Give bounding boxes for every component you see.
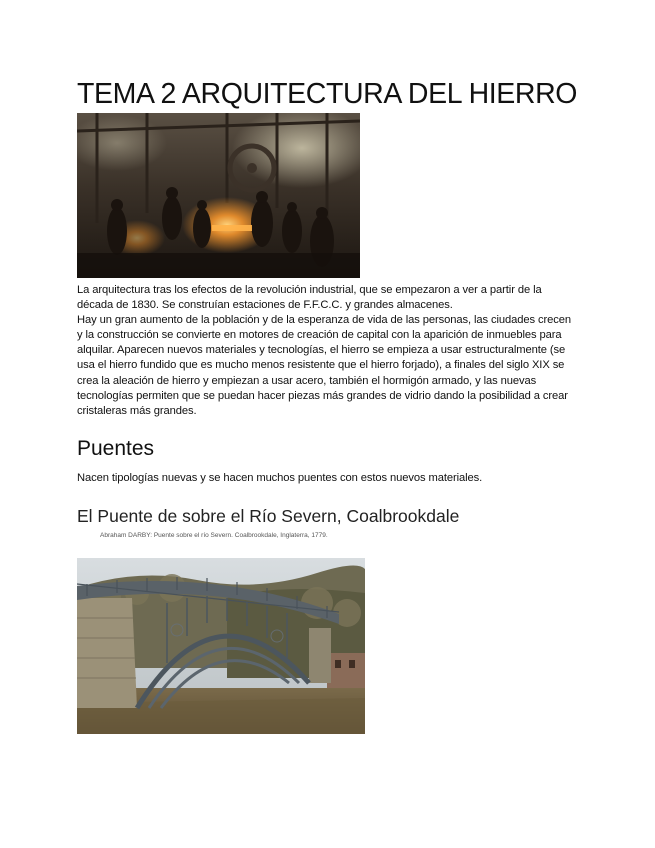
intro-paragraphs <box>77 283 577 419</box>
iron-rolling-mill-painting-image <box>77 113 360 278</box>
image-caption: Abraham DARBY: Puente sobre el río Severn. Coalbrookdale, Inglaterra, 1779. <box>100 532 328 539</box>
section-text: Nacen tipologías nuevas y se hacen muchos puentes con estos nuevos materiales. <box>77 472 483 484</box>
intro-paragraph: La arquitectura tras los efectos de la revolución industrial, que se empezaron a ver a partir de la década de 1830. Se construían estaciones de F.F.C.C. y grandes almacenes. <box>77 284 542 312</box>
section-heading-puentes: Puentes <box>77 437 155 460</box>
page-title: TEMA 2 ARQUITECTURA DEL HIERRO <box>77 78 578 110</box>
subheading-severn-bridge: El Puente de sobre el Río Severn, Coalbrookdale <box>77 506 460 526</box>
iron-bridge-photo-image <box>77 558 365 734</box>
second-paragraph: Hay un gran aumento de la población y de la esperanza de vida de las personas, las ciudades crecen y la construcción se convierte en motores de creación de capital con la aparición de inmuebles para alquilar. Aparecen nuevos materiales y tecnologías, el hierro se empieza a usar estructuralmente (se usa el hierro fundido que es mucho menos resistente que el hierro forjado), a finales del siglo XIX se crea la aleación de hierro y empiezan a usar acero, también el hormigón armado, y las nuevas tecnologías permiten que se puedan hacer piezas más grandes de vidrio dando la posibilidad a crear cristaleras más grandes. <box>77 314 571 417</box>
